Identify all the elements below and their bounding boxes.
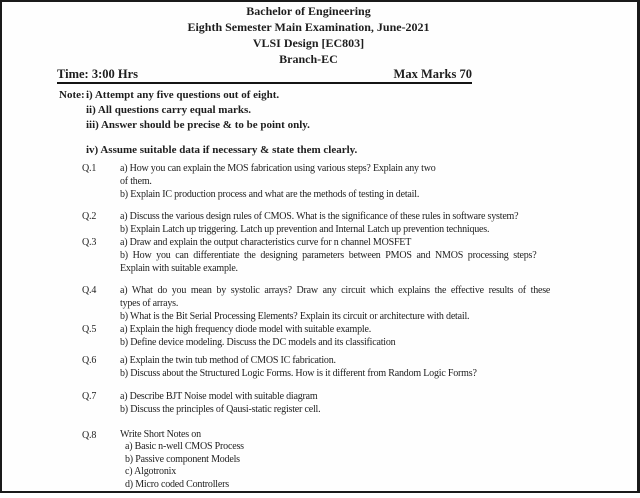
note-item: iv) Assume suitable data if necessary & state them clearly. <box>86 144 358 156</box>
institution-title: Bachelor of Engineering <box>246 4 371 18</box>
note-item: ii) All questions carry equal marks. <box>86 104 252 116</box>
question-block-5 <box>82 323 637 349</box>
time-marks-row <box>57 68 472 84</box>
note-item: iii) Answer should be precise & to be point only. <box>86 119 310 131</box>
question-text <box>120 162 576 201</box>
questions-list <box>2 162 637 491</box>
subject-title: VLSI Design [EC803] <box>252 36 365 50</box>
question-number: Q.8 <box>82 430 97 441</box>
question-line: b) Explain IC production process and what are the methods of testing in detail. <box>120 189 420 200</box>
question-block-1 <box>82 162 637 201</box>
question-block-6 <box>82 354 637 380</box>
question-line: b) Define device modeling. Discuss the DC models and its classification <box>120 337 396 348</box>
question-block-7 <box>82 390 637 416</box>
question-text <box>120 210 576 236</box>
question-line: b) Discuss the principles of Qausi-static register cell. <box>120 404 321 415</box>
question-text <box>120 323 576 349</box>
question-text <box>120 354 576 380</box>
question-line: b) What is the Bit Serial Processing Elements? Explain its circuit or architecture with detail. <box>120 311 470 322</box>
question-text <box>120 429 576 491</box>
question-line: d) Micro coded Controllers <box>125 478 229 490</box>
question-line: b) Discuss about the Structured Logic Forms. How is it different from Random Logic Forms? <box>120 368 477 379</box>
question-line: a) What do you mean by systolic arrays? Draw any circuit which explains the effective results of these <box>120 285 551 296</box>
question-number: Q.1 <box>82 163 97 174</box>
exam-header <box>2 3 637 67</box>
max-marks: Max Marks 70 <box>393 67 472 81</box>
question-line: a) Discuss the various design rules of CMOS. What is the significance of these rules in software system? <box>120 211 519 222</box>
question-number: Q.6 <box>82 355 97 366</box>
question-number: Q.2 <box>82 211 97 222</box>
note-label: Note: <box>59 89 85 101</box>
question-number: Q.5 <box>82 324 97 335</box>
question-number: Q.3 <box>82 237 97 248</box>
question-line: a) How you can explain the MOS fabrication using various steps? Explain any two <box>120 163 436 174</box>
exam-title: Eighth Semester Main Examination, June-2021 <box>187 20 430 34</box>
question-text <box>120 284 576 323</box>
question-line: a) Describe BJT Noise model with suitable diagram <box>120 391 318 402</box>
time-allowed: Time: 3:00 Hrs <box>57 67 139 81</box>
question-line: a) Draw and explain the output characteristics curve for n channel MOSFET <box>120 237 412 248</box>
note-items <box>86 88 357 158</box>
question-block-8 <box>82 429 637 491</box>
question-line: c) Algotronix <box>125 466 177 478</box>
note-item: i) Attempt any five questions out of eight. <box>86 89 280 101</box>
question-line: types of arrays. <box>120 298 179 309</box>
question-line: a) Explain the high frequency diode model with suitable example. <box>120 324 372 335</box>
question-line: a) Explain the twin tub method of CMOS IC fabrication. <box>120 355 336 366</box>
question-line: Explain with suitable example. <box>120 263 238 274</box>
question-number: Q.7 <box>82 391 97 402</box>
branch-label: Branch-EC <box>279 52 338 66</box>
note-section <box>59 88 637 158</box>
question-line: b) Explain Latch up triggering. Latch up prevention and Internal Latch up prevention techniques. <box>120 224 490 235</box>
question-block-4 <box>82 284 637 323</box>
question-line: b) How you can differentiate the designing parameters between PMOS and NMOS processing steps? <box>120 250 537 261</box>
question-number: Q.4 <box>82 285 97 296</box>
question-line: b) Passive component Models <box>125 453 240 465</box>
question-block-2 <box>82 210 637 236</box>
question-block-3 <box>82 236 637 275</box>
question-line: Write Short Notes on <box>120 429 201 440</box>
question-text <box>120 236 576 275</box>
question-text <box>120 390 576 416</box>
question-line: of them. <box>120 176 152 187</box>
question-line: a) Basic n-well CMOS Process <box>125 441 244 453</box>
